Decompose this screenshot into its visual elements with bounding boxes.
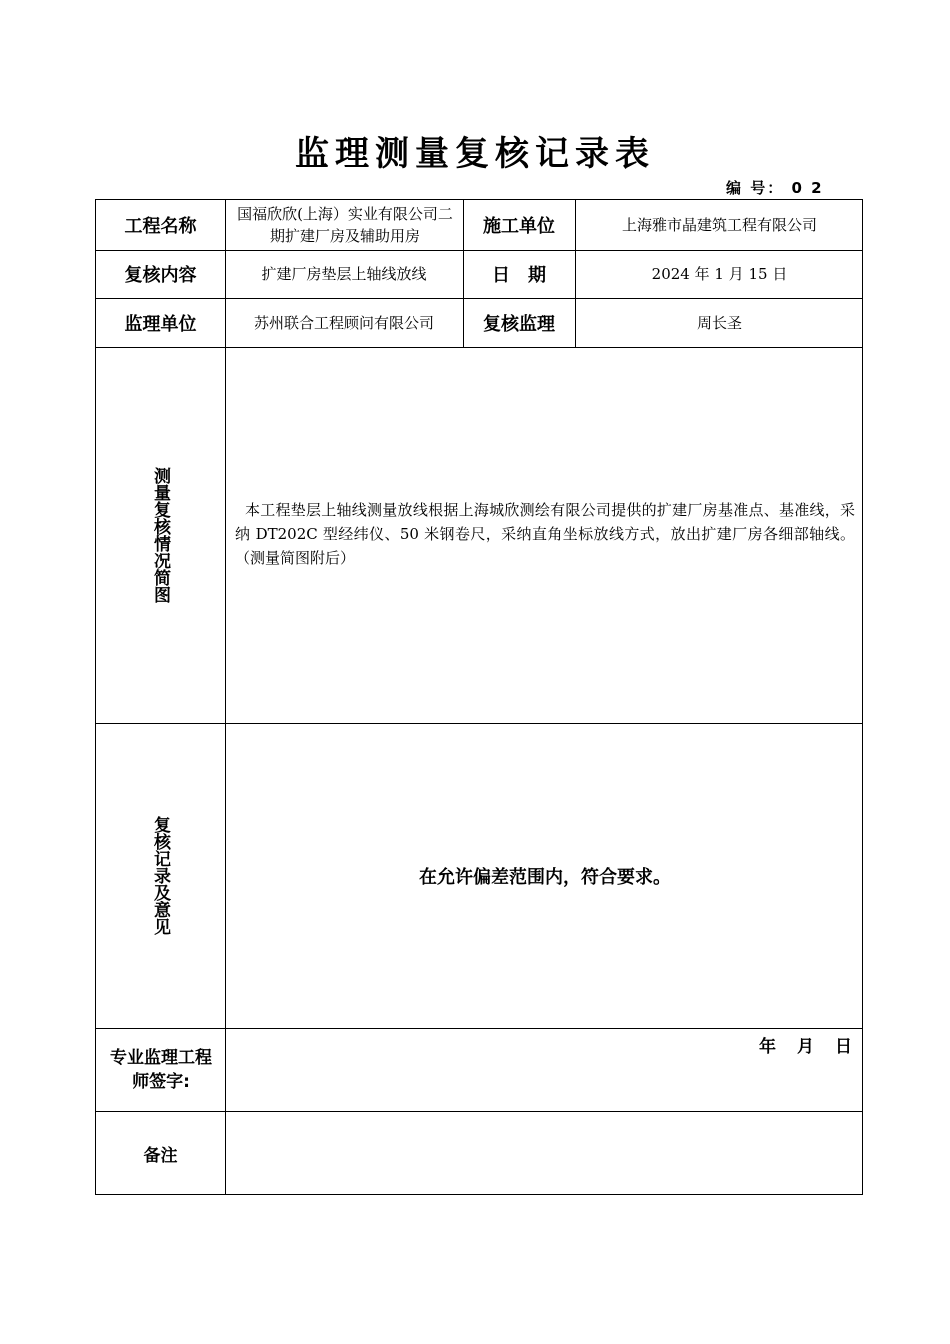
column-divider	[225, 200, 226, 1195]
review-supervisor-value: 周长圣	[696, 313, 742, 332]
record-table	[95, 199, 863, 1195]
supervision-unit-value: 苏州联合工程顾问有限公司	[253, 313, 434, 332]
remarks-label: 备注	[143, 1145, 178, 1166]
remarks-field[interactable]	[226, 1112, 863, 1195]
opinion-section-label: 复核记录及意见	[150, 816, 170, 935]
review-content-value: 扩建厂房垫层上轴线放线	[261, 265, 427, 283]
survey-description: 本工程垫层上轴线测量放线根据上海城欣测绘有限公司提供的扩建厂房基准点、基准线，采纳 DT202C 型经纬仪、50 米钢卷尺，采纳直角坐标放线方式，放出扩建厂房各细部轴线。（测量简图附后）	[235, 501, 855, 567]
serial-number: 编 号： 0 2	[726, 179, 824, 197]
project-name-value: 国福欣欣(上海）实业有限公司二期扩建厂房及辅助用房	[237, 205, 453, 245]
signature-date-placeholder: 年 月 日	[759, 1037, 854, 1057]
survey-section-label: 测量复核情况简图	[150, 467, 170, 603]
project-name-label: 工程名称	[124, 216, 197, 237]
contractor-label: 施工单位	[483, 216, 555, 237]
contractor-value: 上海雅市晶建筑工程有限公司	[621, 216, 817, 234]
page-title: 监理测量复核记录表	[295, 134, 655, 174]
review-supervisor-label: 复核监理	[483, 313, 555, 335]
review-conclusion: 在允许偏差范围内，符合要求。	[419, 867, 671, 888]
date-label: 日 期	[492, 265, 546, 286]
date-value: 2024 年 1 月 15 日	[651, 265, 788, 283]
supervision-unit-label: 监理单位	[124, 313, 197, 335]
review-content-label: 复核内容	[124, 265, 197, 286]
engineer-signature-label: 专业监理工程师签字:	[110, 1047, 212, 1092]
